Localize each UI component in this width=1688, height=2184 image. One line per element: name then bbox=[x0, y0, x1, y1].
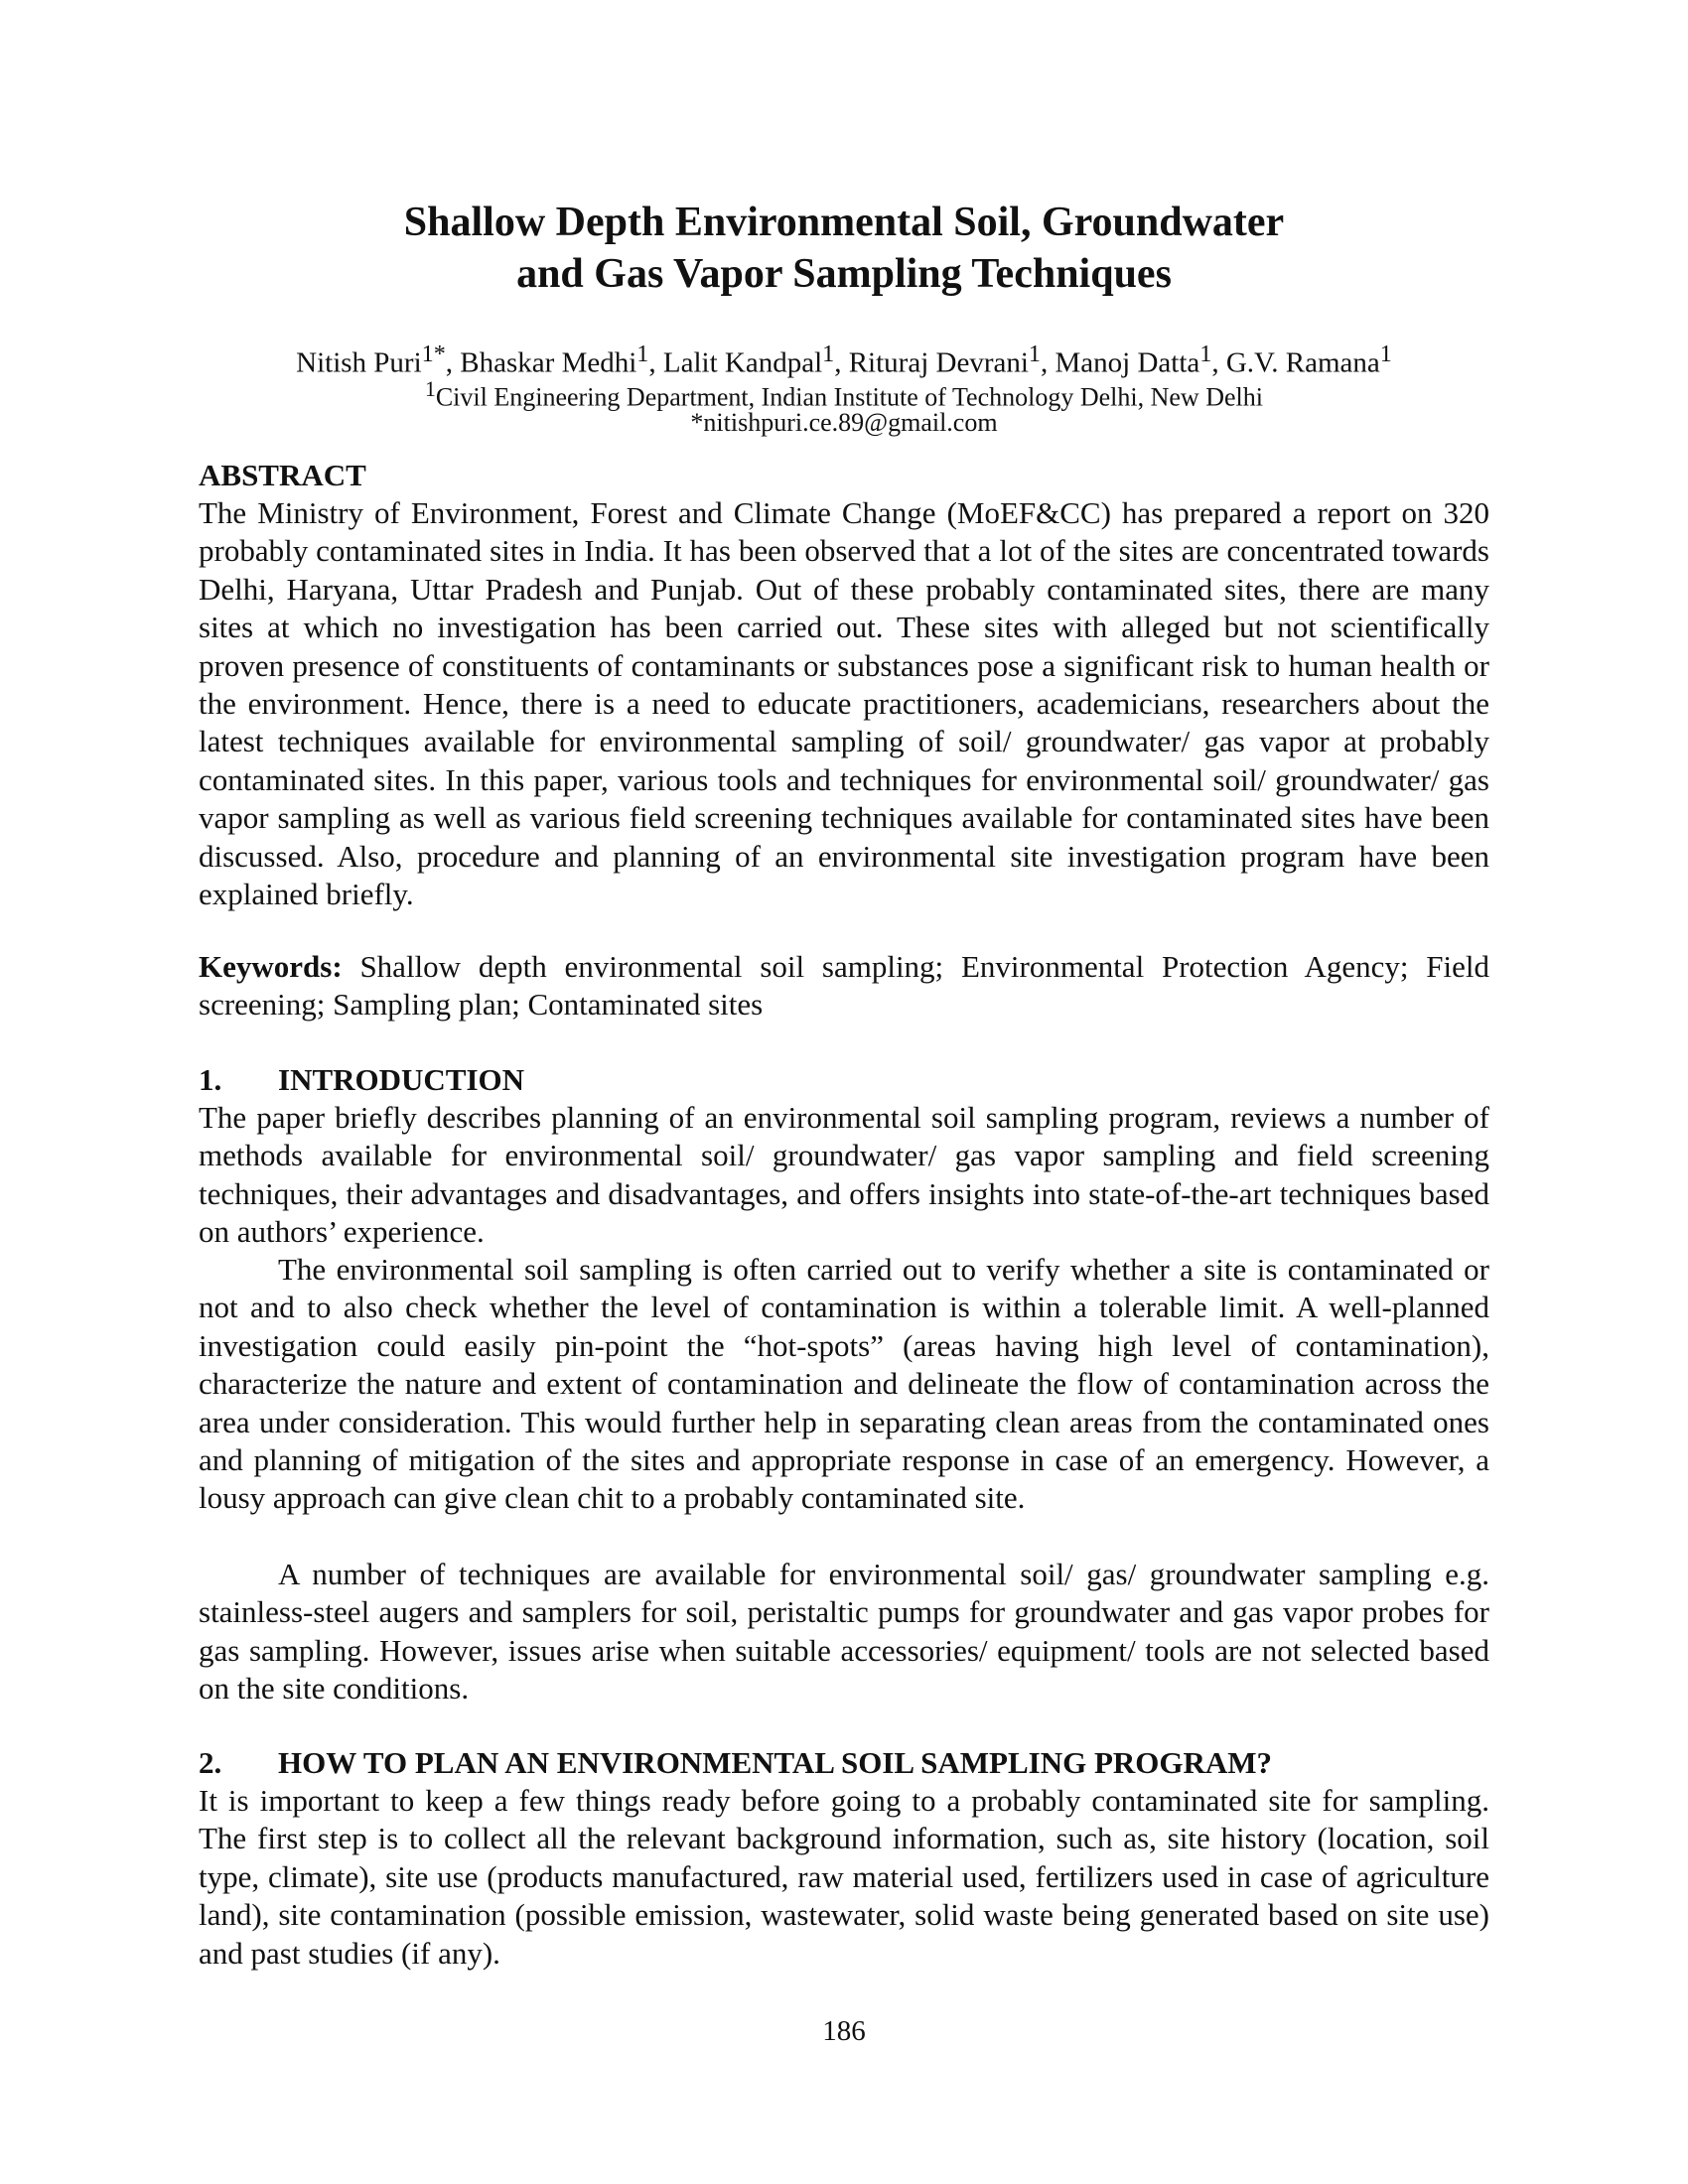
author-affiliation-mark: 1 bbox=[1199, 341, 1212, 367]
section-2-title: HOW TO PLAN AN ENVIRONMENTAL SOIL SAMPLING PROGRAM? bbox=[278, 1745, 1273, 1780]
title-line-2: and Gas Vapor Sampling Techniques bbox=[516, 251, 1172, 297]
author-separator: , bbox=[834, 346, 849, 379]
author-affiliation-mark: 1 bbox=[636, 341, 649, 367]
author-separator: , bbox=[648, 346, 663, 379]
keywords-label: Keywords: bbox=[199, 949, 343, 984]
author-affiliation-mark: 1 bbox=[822, 341, 835, 367]
author-separator: , bbox=[445, 346, 461, 379]
author-separator: , bbox=[1041, 346, 1055, 379]
abstract-text: The Ministry of Environment, Forest and Climate Change (MoEF&CC) has prepared a report on 320 probably contaminated sites in India. It has been observed that a lot of the sites are concentrated towards Delhi, Haryana, Uttar Pradesh and Punjab. Out of these probably contaminated sites, there are many sites at which no investigation has been carried out. These sites with alleged but not scientifically proven presence of constituents of contaminants or substances pose a significant risk to human health or the environment. Hence, there is a need to educate practitioners, academicians, researchers about the latest techniques available for environmental sampling of soil/ groundwater/ gas vapor at probably contaminated sites. In this paper, various tools and techniques for environmental soil/ groundwater/ gas vapor sampling as well as various field screening techniques available for contaminated sites have been discussed. Also, procedure and planning of an environmental site investigation program have been explained briefly. bbox=[199, 495, 1489, 912]
section-1-number: 1. bbox=[199, 1062, 222, 1097]
section-2-heading bbox=[199, 1744, 1272, 1782]
affiliation-text: Civil Engineering Department, Indian Institute of Technology Delhi, New Delhi bbox=[435, 382, 1263, 412]
section-2-paragraph-1: It is important to keep a few things ready before going to a probably contaminated site for sampling. The first step is to collect all the relevant background information, such as, site history (location, soil type, climate), site use (products manufactured, raw material used, fertilizers used in case of agriculture land), site contamination (possible emission, wastewater, solid waste being generated based on site use) and past studies (if any). bbox=[199, 1783, 1489, 1971]
section-2-number: 2. bbox=[199, 1745, 222, 1780]
author-name: Manoj Datta bbox=[1055, 346, 1200, 379]
title-line-1: Shallow Depth Environmental Soil, Groundwater bbox=[403, 200, 1285, 245]
author-name: Bhaskar Medhi bbox=[460, 346, 637, 379]
author-name: Rituraj Devrani bbox=[848, 346, 1029, 379]
keywords bbox=[199, 948, 1489, 1024]
paper-page bbox=[199, 0, 1489, 2184]
section-1-paragraph-1: The paper briefly describes planning of an environmental soil sampling program, reviews a number of methods available for environmental soil/ groundwater/ gas vapor sampling and field screening techniques, their advantages and disadvantages, and offers insights into state-of-the-art techniques based on authors’ experience. bbox=[199, 1100, 1489, 1250]
section-1-paragraph-3: A number of techniques are available for environmental soil/ gas/ groundwater sampling e.g. stainless-steel augers and samplers for soil, peristaltic pumps for groundwater and gas vapor probes for gas sampling. However, issues arise when suitable accessories/ equipment/ tools are not selected based on the site conditions. bbox=[199, 1557, 1489, 1706]
author-affiliation-mark: 1 bbox=[1028, 341, 1041, 367]
corresponding-email: *nitishpuri.ce.89@gmail.com bbox=[690, 408, 998, 437]
author-affiliation-mark: 1* bbox=[421, 341, 446, 367]
author-affiliation-mark: 1 bbox=[1379, 341, 1392, 367]
author-name: Lalit Kandpal bbox=[662, 346, 823, 379]
section-1-title: INTRODUCTION bbox=[278, 1062, 525, 1097]
abstract-heading: ABSTRACT bbox=[199, 458, 366, 492]
section-1-paragraph-2: The environmental soil sampling is often carried out to verify whether a site is contaminated or not and to also check whether the level of contamination is within a tolerable limit. A well-planned investigation could easily pin-point the “hot-spots” (areas having high level of contamination), characterize the nature and extent of contamination and delineate the flow of contamination across the area under consideration. This would further help in separating clean areas from the contaminated ones and planning of mitigation of the sites and appropriate response in case of an emergency. However, a lousy approach can give clean chit to a probably contaminated site. bbox=[199, 1252, 1489, 1516]
section-1-heading bbox=[199, 1061, 524, 1099]
paper-title bbox=[199, 197, 1489, 300]
author-name: G.V. Ramana bbox=[1225, 346, 1380, 379]
keywords-text: Shallow depth environmental soil sampling; Environmental Protection Agency; Field screening; Sampling plan; Contaminated sites bbox=[199, 949, 1489, 1023]
author-name: Nitish Puri bbox=[296, 346, 422, 379]
page-number: 186 bbox=[822, 2015, 866, 2047]
affiliation-mark: 1 bbox=[425, 377, 436, 401]
author-separator: , bbox=[1211, 346, 1226, 379]
